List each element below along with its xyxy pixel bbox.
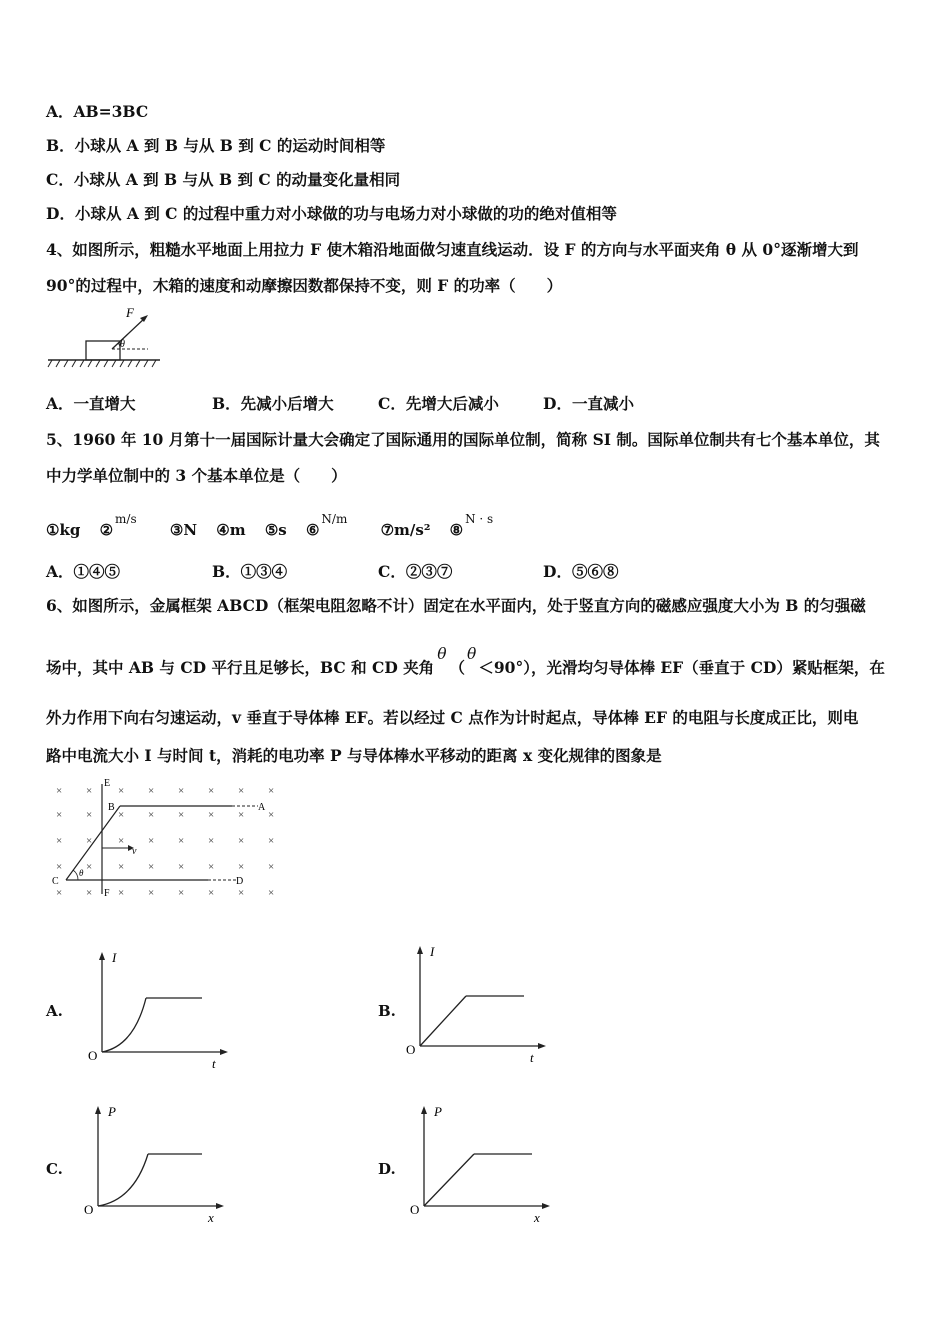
field-x-mark: × (56, 809, 63, 821)
field-x-mark: × (56, 785, 63, 797)
q4-stem-line2: 90°的过程中，木箱的速度和动摩擦因数都保持不变，则 F 的功率（ ） (46, 276, 563, 295)
q3-option-c[interactable]: C．小球从 A 到 B 与从 B 到 C 的动量变化量相同 (46, 170, 401, 189)
field-x-mark: × (208, 835, 215, 847)
q6-graph-d-ramp (424, 1154, 474, 1206)
field-x-mark: × (86, 861, 93, 873)
q5-option-c[interactable]: C．②③⑦ (378, 562, 453, 581)
field-x-mark: × (238, 785, 245, 797)
q6-option-d-label[interactable]: D. (378, 1160, 396, 1178)
q6-graph-c-xlabel: x (208, 1210, 214, 1225)
q5-unit-8: ⑧$^{N \cdot s}$ (449, 512, 494, 539)
q6-label-d: D (236, 876, 244, 887)
field-x-mark: × (86, 809, 93, 821)
q6-graph-d-origin: O (410, 1202, 420, 1217)
field-x-mark: × (178, 887, 185, 899)
field-x-mark: × (208, 809, 215, 821)
q5-stem-line2: 中力学单位制中的 3 个基本单位是（ ） (46, 466, 347, 485)
field-x-mark: × (86, 835, 93, 847)
q5-unit-5: ⑤s (264, 521, 287, 539)
q5-option-d[interactable]: D．⑤⑥⑧ (543, 562, 619, 581)
field-x-mark: × (208, 785, 215, 797)
field-x-mark: × (56, 887, 63, 899)
q6-graph-c-ylabel: P (108, 1104, 116, 1119)
field-x-mark: × (118, 861, 125, 873)
field-x-mark: × (208, 887, 215, 899)
field-x-mark: × (56, 835, 63, 847)
field-x-mark: × (148, 887, 155, 899)
q5-unit-2: ②$^{m/s}$ (99, 512, 137, 539)
q6-graph-b-origin: O (406, 1042, 416, 1057)
field-x-mark: × (238, 861, 245, 873)
q6-graph-c[interactable] (80, 1100, 230, 1230)
q6-option-b-label[interactable]: B. (378, 1002, 396, 1020)
q6-label-b: B (108, 802, 115, 813)
field-x-mark: × (208, 861, 215, 873)
field-x-mark: × (268, 887, 275, 899)
field-x-mark: × (148, 861, 155, 873)
field-x-mark: × (118, 785, 125, 797)
q4-stem-line1: 4、如图所示，粗糙水平地面上用拉力 F 使木箱沿地面做匀速直线运动．设 F 的方向与水平面夹角 θ 从 0°逐渐增大到 (46, 240, 859, 259)
q4-option-d[interactable]: D．一直减小 (543, 394, 634, 413)
q6-graph-a-origin: O (88, 1048, 98, 1063)
q6-stem-line4: 路中电流大小 I 与时间 t，消耗的电功率 P 与导体棒水平移动的距离 x 变化规律的图象是 (46, 746, 662, 765)
q6-graph-a-ylabel: I (112, 950, 117, 965)
field-x-mark: × (118, 809, 125, 821)
q3-option-d[interactable]: D．小球从 A 到 C 的过程中重力对小球做的功与电场力对小球做的功的绝对值相等 (46, 204, 617, 223)
field-x-mark: × (148, 785, 155, 797)
q5-unit-1: ①kg (46, 521, 81, 539)
q6-graph-b-ramp (420, 996, 466, 1046)
q5-unit-3: ③N (169, 521, 198, 539)
field-x-mark: × (178, 785, 185, 797)
q6-graph-b-xlabel: t (530, 1050, 534, 1065)
q5-unit-6: ⑥$^{N/m}$ (305, 512, 348, 539)
field-x-mark: × (238, 809, 245, 821)
field-x-mark: × (118, 835, 125, 847)
q4-option-a[interactable]: A．一直增大 (46, 394, 136, 413)
q6-graph-c-origin: O (84, 1202, 94, 1217)
q4-angle-label: θ (120, 339, 125, 350)
q5-unit-7: ⑦m/s² (380, 521, 431, 539)
q6-frame-figure (46, 778, 282, 900)
q6-graph-c-curve (98, 1154, 148, 1206)
q6-label-v: v (132, 846, 137, 857)
q3-option-b[interactable]: B．小球从 A 到 B 与从 B 到 C 的运动时间相等 (46, 136, 386, 155)
q6-graph-a-curve (102, 998, 146, 1052)
q6-label-a: A (258, 802, 266, 813)
q4-option-b[interactable]: B．先减小后增大 (212, 394, 334, 413)
q6-graph-a-xlabel: t (212, 1056, 216, 1071)
q6-graph-d-xlabel: x (534, 1210, 540, 1225)
q6-stem-line3: 外力作用下向右匀速运动，v 垂直于导体棒 EF。若以经过 C 点作为计时起点，导体棒 EF 的电阻与长度成正比，则电 (46, 708, 859, 727)
q5-unit-4: ④m (216, 521, 246, 539)
q6-option-c-label[interactable]: C. (46, 1160, 63, 1178)
q6-label-e: E (104, 778, 111, 789)
field-x-mark: × (178, 809, 185, 821)
q5-unit-list (46, 512, 521, 539)
field-x-mark: × (268, 835, 275, 847)
field-x-mark: × (178, 835, 185, 847)
q4-box-force-figure (44, 305, 164, 375)
q6-graph-a[interactable] (84, 946, 234, 1076)
field-x-mark: × (268, 809, 275, 821)
q5-option-b[interactable]: B．①③④ (212, 562, 288, 581)
q6-option-a-label[interactable]: A. (46, 1002, 63, 1020)
q6-stem-line1: 6、如图所示，金属框架 ABCD（框架电阻忽略不计）固定在水平面内，处于竖直方向的磁感应强度大小为 B 的匀强磁 (46, 596, 866, 615)
q3-option-a[interactable]: A．AB=3BC (46, 102, 149, 121)
q6-graph-b[interactable] (402, 940, 552, 1070)
q4-force-label: F (126, 305, 134, 320)
q6-graph-d[interactable] (406, 1100, 556, 1230)
field-x-mark: × (148, 835, 155, 847)
field-x-mark: × (148, 809, 155, 821)
q5-option-a[interactable]: A．①④⑤ (46, 562, 121, 581)
q5-stem-line1: 5、1960 年 10 月第十一届国际计量大会确定了国际通用的国际单位制，简称 SI 制。国际单位制共有七个基本单位，其 (46, 430, 880, 449)
field-x-mark: × (118, 887, 125, 899)
field-x-mark: × (268, 785, 275, 797)
field-x-mark: × (86, 887, 93, 899)
field-x-mark: × (56, 861, 63, 873)
q4-option-c[interactable]: C．先增大后减小 (378, 394, 499, 413)
field-x-mark: × (86, 785, 93, 797)
field-x-mark: × (238, 887, 245, 899)
field-x-mark: × (238, 835, 245, 847)
field-x-mark: × (178, 861, 185, 873)
q6-label-f: F (104, 888, 110, 899)
q6-graph-d-ylabel: P (434, 1104, 442, 1119)
field-x-mark: × (268, 861, 275, 873)
q6-label-c: C (52, 876, 59, 887)
q6-stem-line2: 场中，其中 AB 与 CD 平行且足够长，BC 和 CD 夹角θ（θ＜90°），光滑均匀导体棒 EF（垂直于 CD）紧贴框架，在 (46, 645, 885, 677)
q6-label-theta: θ (79, 868, 84, 878)
q6-graph-b-ylabel: I (430, 944, 435, 959)
